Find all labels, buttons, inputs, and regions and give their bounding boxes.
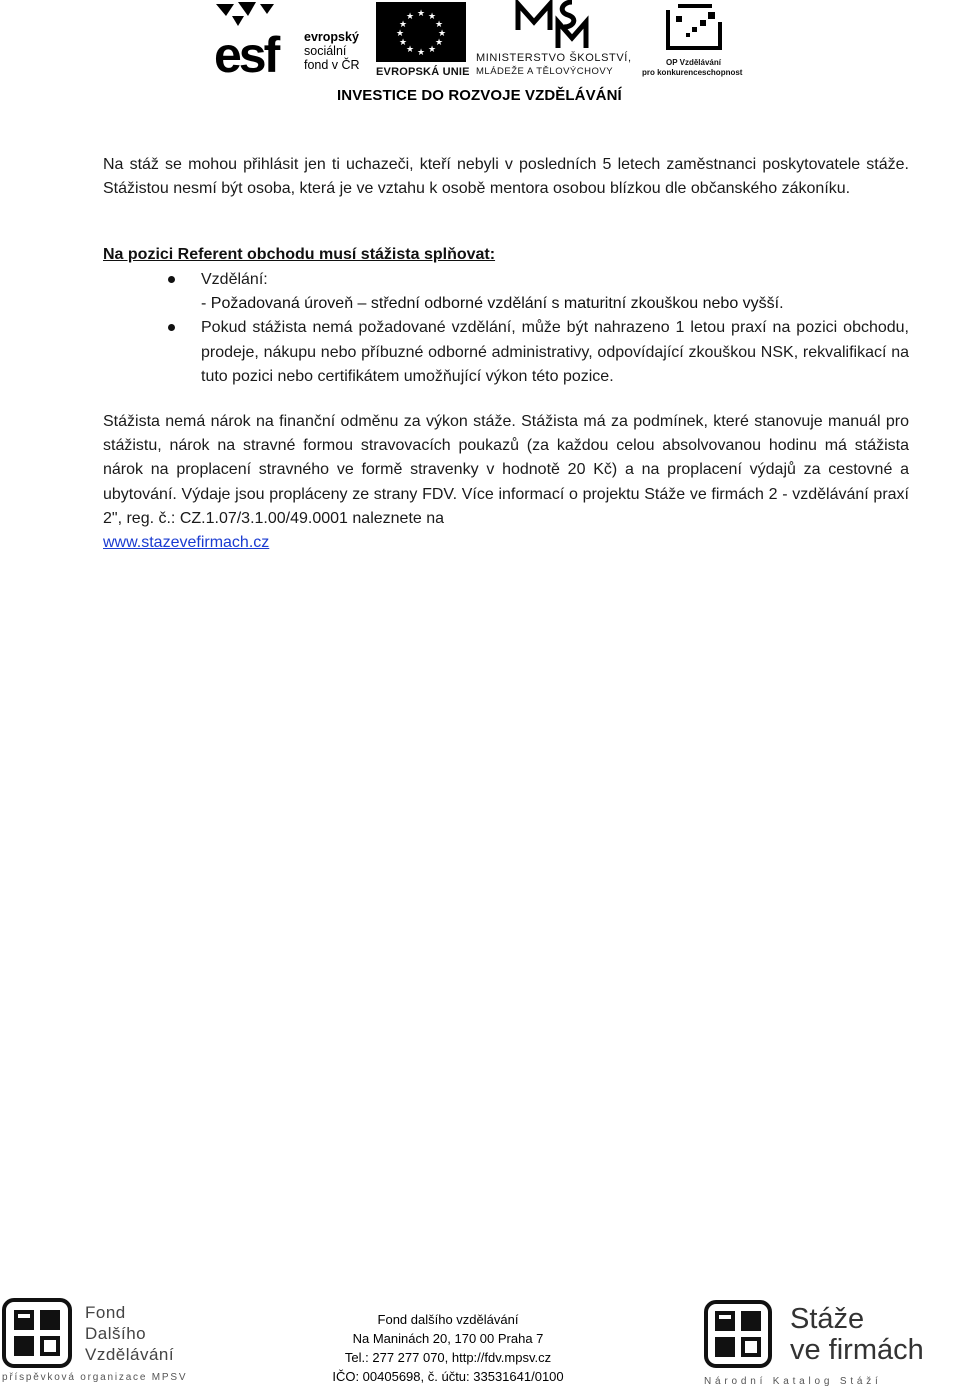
svg-text:★: ★: [434, 20, 444, 30]
svg-text:★: ★: [395, 29, 405, 39]
msmt-mark-icon: [514, 0, 594, 50]
msmt-line2: MLÁDEŽE A TĚLOVÝCHOVY: [476, 66, 614, 77]
stf-line1: Stáže: [790, 1303, 865, 1335]
intro-paragraph: Na stáž se mohou přihlásit jen ti uchazeči, kteří nebyli v posledních 5 letech zaměstnanci poskytovatele stáže. Stážistou nesmí být osoba, která je ve vztahu k osobě mentora osobou blízkou dle občanského zákoníku.: [103, 156, 909, 197]
eu-label: EVROPSKÁ UNIE: [376, 66, 470, 78]
fdv-line2: Dalšího: [85, 1324, 147, 1343]
esf-logo: [212, 2, 372, 78]
op-mark-icon: [664, 2, 724, 52]
svg-text:★: ★: [434, 38, 444, 48]
op-line2: pro konkurenceschopnost: [642, 68, 743, 77]
svg-text:★: ★: [427, 45, 437, 55]
esf-text-line3: fond v ČR: [304, 58, 360, 72]
footer: [0, 1290, 960, 1390]
op-line1: OP Vzdělávání: [666, 58, 721, 67]
bullet-education: Vzdělání:: [201, 271, 268, 288]
eu-flag-icon: [376, 2, 466, 62]
bullet-substitute: Pokud stážista nemá požadované vzdělání, může být nahrazeno 1 letou praxí na pozici obchodu, prodeje, nákupu nebo příbuzné odborné administrativy, odpovídající zkouškou NSK, rekvalifikací na tuto pozici nebo certifikátem umožňující výkon této pozice.: [201, 319, 909, 385]
header-logos: [0, 0, 960, 110]
stf-subtitle: Národní Katalog Stáží: [704, 1376, 882, 1387]
svg-text:esf: esf: [214, 27, 278, 78]
msmt-line1: MINISTERSTVO ŠKOLSTVÍ,: [476, 52, 632, 64]
footer-contact: [300, 1310, 596, 1386]
svg-text:★: ★: [398, 20, 408, 30]
op-logo: [640, 2, 750, 82]
esf-text-line1: evropský: [304, 30, 359, 44]
svg-text:★: ★: [398, 38, 408, 48]
svg-text:★: ★: [405, 45, 415, 55]
svg-text:★: ★: [416, 48, 426, 58]
esf-text-line2: sociální: [304, 44, 347, 58]
svg-text:★: ★: [416, 9, 426, 19]
education-requirement: - Požadovaná úroveň – střední odborné vzdělání s maturitní zkouškou nebo vyšší.: [201, 295, 784, 312]
bullet-icon: [168, 276, 175, 283]
fdv-line3: Vzdělávání: [85, 1345, 175, 1364]
stf-line2: ve firmách: [790, 1334, 924, 1366]
fdv-wordmark: [85, 1302, 174, 1365]
fdv-subtitle: příspěvková organizace MPSV: [2, 1372, 188, 1383]
fdv-line1: Fond: [85, 1303, 126, 1322]
msmt-logo: [476, 0, 636, 80]
bullet-icon: [168, 324, 175, 331]
fdv-logo-icon: [2, 1298, 72, 1368]
contact-ico: IČO: 00405698, č. účtu: 33531641/0100: [332, 1369, 564, 1384]
requirements-heading: Na pozici Referent obchodu musí stážista splňovat:: [103, 246, 496, 263]
esf-mark-icon: [212, 2, 300, 78]
svg-text:★: ★: [427, 12, 437, 22]
website-link[interactable]: www.stazevefirmach.cz: [103, 534, 270, 552]
contact-org: Fond dalšího vzdělávání: [377, 1312, 519, 1327]
svg-text:★: ★: [405, 12, 415, 22]
closing-paragraph: [103, 410, 909, 555]
contact-phone-web: Tel.: 277 277 070, http://fdv.mpsv.cz: [344, 1350, 552, 1365]
contact-address: Na Maninách 20, 170 00 Praha 7: [352, 1331, 544, 1346]
stf-wordmark: [790, 1304, 924, 1366]
stf-logo-icon: [704, 1300, 772, 1368]
svg-text:★: ★: [437, 29, 447, 39]
closing-text: Stážista nemá nárok na finanční odměnu za výkon stáže. Stážista má za podmínek, které stanovuje manuál pro stážistu, nárok na stravné formou stravovacích poukazů (za každou celou absolvovanou hodinu má stážista nárok na proplacení stravného ve formě stravenky v hodnotě 20 Kč) a na proplacení výdajů za cestovné a ubytování. Výdaje jsou propláceny ze strany FDV. Více informací o projektu Stáže ve firmách 2 - vzdělávání praxí 2", reg. č.: CZ.1.07/3.1.00/49.0001 naleznete na: [103, 413, 909, 527]
eu-logo: [376, 2, 468, 78]
header-tagline: INVESTICE DO ROZVOJE VZDĚLÁVÁNÍ: [337, 87, 622, 104]
